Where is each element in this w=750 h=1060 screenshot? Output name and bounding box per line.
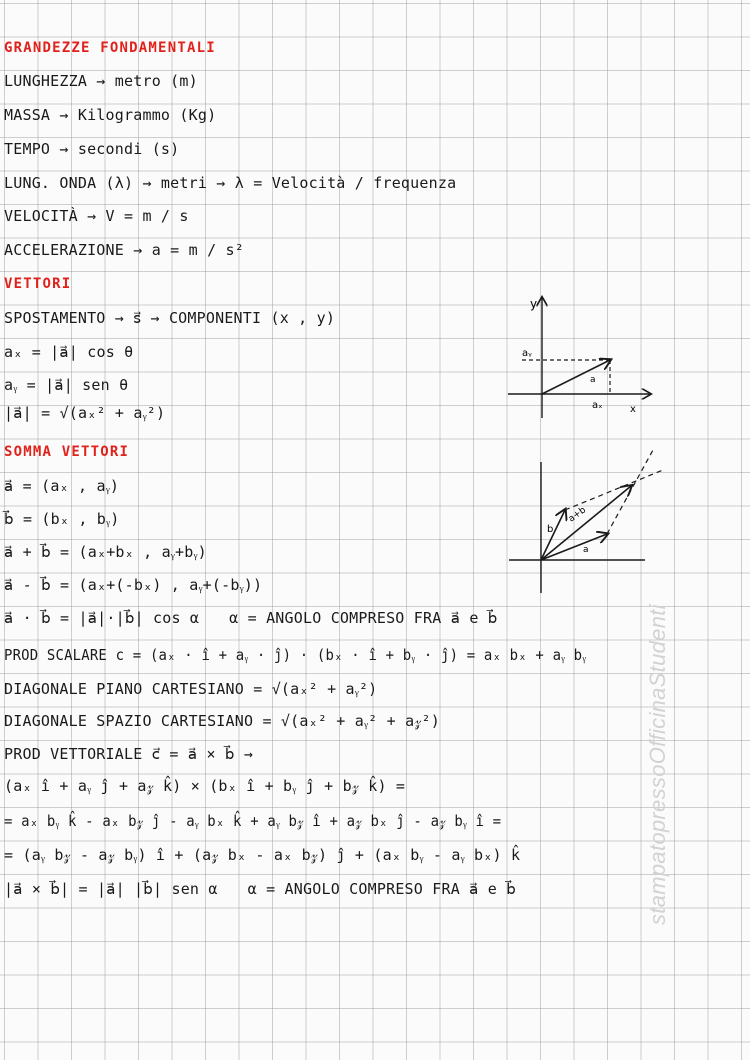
diagram-components <box>500 290 660 420</box>
watermark: stampatopressoOfficinaStudenti <box>645 604 670 925</box>
line-ax: aₓ = |a⃗| cos θ <box>4 343 134 361</box>
line-vec-a: a⃗ = (aₓ , aᵧ) <box>4 477 120 495</box>
section-title-vettori: VETTORI <box>4 276 72 292</box>
line-spostamento: SPOSTAMENTO → s⃗ → COMPONENTI (x , y) <box>4 309 336 327</box>
parallelogram-side-2 <box>607 450 653 534</box>
a-label-2: a <box>583 545 589 555</box>
line-vett-modulo <box>4 880 516 898</box>
prodotto-def-formula: a⃗ · b⃗ = |a⃗|·|b⃗| cos α <box>4 609 200 627</box>
ax-label: aₓ <box>592 400 603 411</box>
section-title-grandezze: GRANDEZZE FONDAMENTALI <box>4 40 216 56</box>
ay-label: aᵧ <box>522 348 532 359</box>
line-vett-3: = (aᵧ b𝓏 - a𝓏 bᵧ) î + (a𝓏 bₓ - aₓ b𝓏) ĵ + (aₓ bᵧ - aᵧ bₓ) k̂ <box>4 846 521 864</box>
line-diag-spazio: DIAGONALE SPAZIO CARTESIANO = √(aₓ² + aᵧ² + a𝓏²) <box>4 712 440 730</box>
line-prod-scalare: PROD SCALARE c = (aₓ · î + aᵧ · ĵ) · (bₓ · î + bᵧ · ĵ) = aₓ bₓ + aᵧ bᵧ <box>4 646 587 664</box>
line-velocita: VELOCITÀ → V = m / s <box>4 207 189 225</box>
vector-a-label: a <box>590 375 596 385</box>
vett-modulo-formula: |a⃗ × b⃗| = |a⃗| |b⃗| sen α <box>4 880 218 898</box>
vett-modulo-note: α = ANGOLO COMPRESO FRA a⃗ e b⃗ <box>247 880 516 898</box>
line-vett-2: = aₓ bᵧ k̂ - aₓ b𝓏 ĵ - aᵧ bₓ k̂ + aᵧ b𝓏 î + a𝓏 bₓ ĵ - a𝓏 bᵧ î = <box>4 812 502 830</box>
line-modulo: |a⃗| = √(aₓ² + aᵧ²) <box>4 404 166 422</box>
line-vett-1: (aₓ î + aᵧ ĵ + a𝓏 k̂) × (bₓ î + bᵧ ĵ + b𝓏 k̂) = <box>4 777 406 795</box>
line-differenza: a⃗ - b⃗ = (aₓ+(-bₓ) , aᵧ+(-bᵧ)) <box>4 576 263 594</box>
x-label: x <box>630 404 636 415</box>
line-diag-piano: DIAGONALE PIANO CARTESIANO = √(aₓ² + aᵧ²) <box>4 680 378 698</box>
section-title-somma: SOMMA VETTORI <box>4 444 130 460</box>
line-massa: MASSA → Kilogrammo (Kg) <box>4 106 217 124</box>
line-prodotto-def <box>4 609 498 627</box>
line-vec-b: b⃗ = (bₓ , bᵧ) <box>4 510 120 528</box>
parallelogram-side-1 <box>565 470 663 510</box>
line-ay: aᵧ = |a⃗| sen θ <box>4 376 129 394</box>
y-label: y <box>530 297 538 311</box>
line-lunghezza: LUNGHEZZA → metro (m) <box>4 72 198 90</box>
line-prod-vettoriale: PROD VETTORIALE c⃗ = a⃗ × b⃗ → <box>4 745 254 763</box>
vector-a <box>542 360 610 394</box>
line-lung-onda: LUNG. ONDA (λ) → metri → λ = Velocità / frequenza <box>4 174 457 192</box>
line-accelerazione: ACCELERAZIONE → a = m / s² <box>4 241 244 259</box>
line-tempo: TEMPO → secondi (s) <box>4 140 180 158</box>
sum-label: a+b <box>566 505 588 525</box>
diagram-sum <box>505 448 665 598</box>
prodotto-def-note: α = ANGOLO COMPRESO FRA a⃗ e b⃗ <box>229 609 498 627</box>
line-somma: a⃗ + b⃗ = (aₓ+bₓ , aᵧ+bᵧ) <box>4 543 207 561</box>
b-label: b <box>547 524 554 535</box>
